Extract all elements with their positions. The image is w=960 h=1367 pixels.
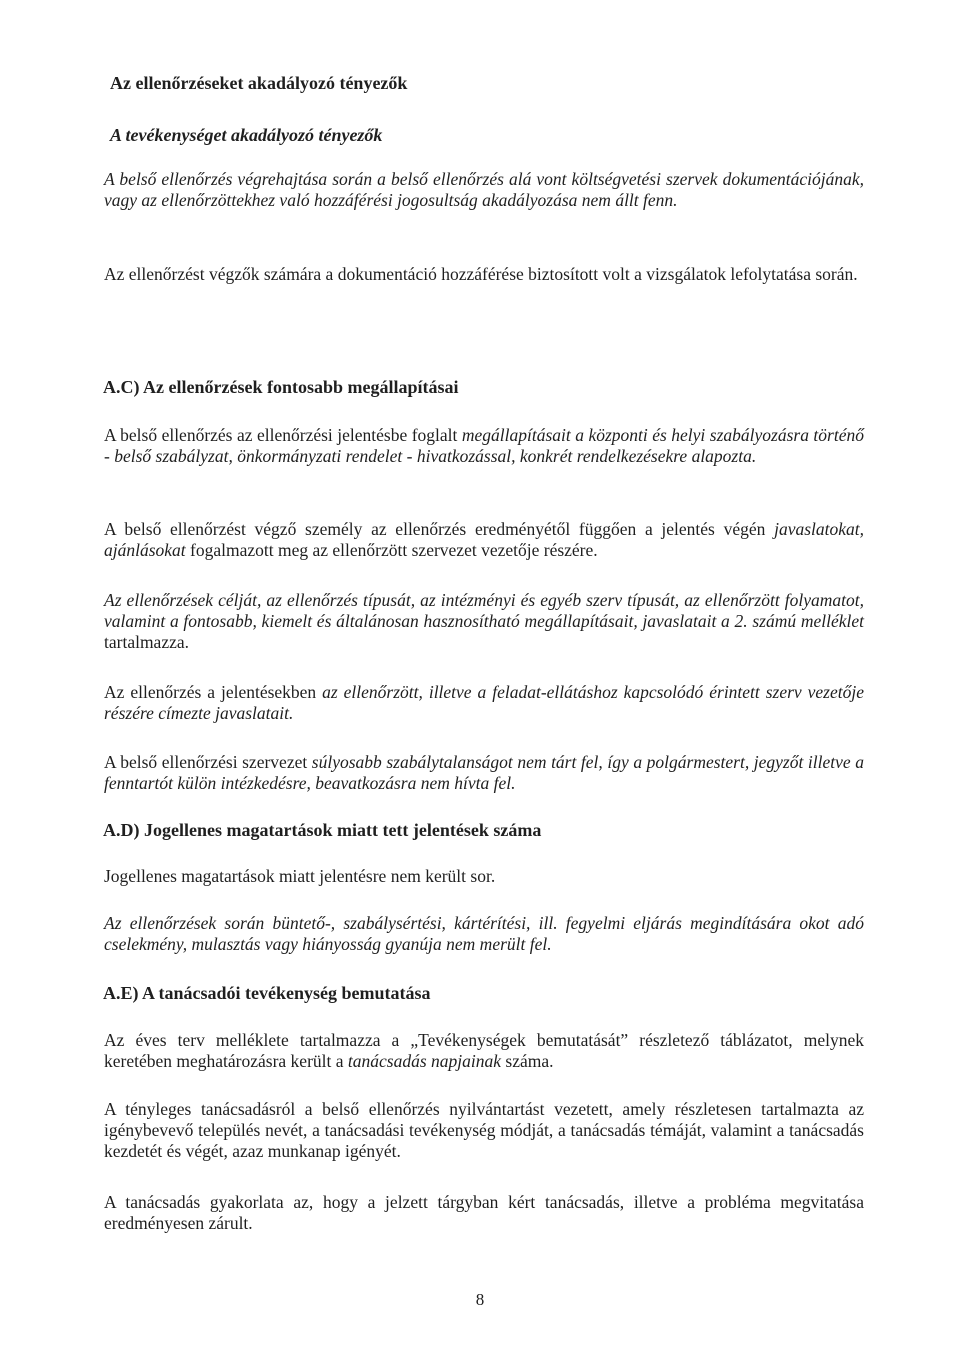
text-segment: fogalmazott meg az ellenőrzött szervezet vezetője részére.	[185, 540, 598, 560]
paragraph-advisory-records: A tényleges tanácsadásról a belső ellenőrzés nyilvántartást vezetett, amely részletesen tartalmazta az igénybevevő település nevét, a tanácsadási tevékenység módját, a tanácsadás témáját, valamint a tanácsadás kezdetét és végét, azaz munkanap igényét.	[104, 1099, 864, 1161]
paragraph-access: A belső ellenőrzés végrehajtása során a belső ellenőrzés alá vont költségvetési szervek dokumentációjának, vagy az ellenőrzöttekhez való hozzáférési jogosultság akadályozása nem állt fenn.	[104, 169, 864, 210]
paragraph-documentation: Az ellenőrzést végzők számára a dokumentáció hozzáférése biztosított volt a vizsgálatok lefolytatása során.	[104, 264, 858, 284]
paragraph-no-reports: Jogellenes magatartások miatt jelentésre nem került sor.	[104, 866, 496, 886]
section-heading-advisory: A.E) A tanácsadói tevékenység bemutatása	[103, 983, 431, 1003]
sub-heading: A tevékenységet akadályozó tényezők	[110, 125, 383, 145]
text-segment-italic: tanácsadás napjainak	[347, 1051, 502, 1071]
text-segment: A belső ellenőrzési szervezet	[104, 752, 312, 772]
paragraph-addressed	[104, 682, 864, 724]
text-segment-italic: Az ellenőrzések célját, az ellenőrzés típusát, az intézményi és egyéb szerv típusát, az ellenőrzött folyamatot, valamint a fontosabb, kiemelt és általánosan hasznosítható megállapításait, javaslatait a 2. számú melléklet	[104, 590, 864, 631]
text-segment: száma.	[501, 1051, 554, 1071]
section-heading-findings: A.C) Az ellenőrzések fontosabb megállapításai	[103, 377, 459, 397]
text-segment-italic: javaslatokat, ajánlásokat	[104, 519, 864, 560]
text-segment: A belső ellenőrzést végző személy az ellenőrzés eredményétől függően a jelentés végén	[104, 519, 775, 539]
paragraph-recommendations	[104, 519, 864, 561]
paragraph-advisory-practice: A tanácsadás gyakorlata az, hogy a jelzett tárgyban kért tanácsadás, illetve a probléma megvitatása eredményesen zárult.	[104, 1192, 864, 1233]
section-heading-reports: A.D) Jogellenes magatartások miatt tett jelentések száma	[103, 820, 542, 840]
main-heading: Az ellenőrzéseket akadályozó tényezők	[110, 73, 408, 93]
text-segment: Az éves terv melléklete tartalmazza a „Tevékenységek bemutatását” részletező táblázatot, melynek keretében meghatározásra került a	[104, 1030, 864, 1071]
paragraph-annual-plan	[104, 1030, 864, 1072]
paragraph-irregularities	[104, 752, 864, 794]
page-number: 8	[475, 1290, 485, 1309]
text-segment: Az ellenőrzés a jelentésekben	[104, 682, 323, 702]
text-segment-italic: megállapításait a központi és helyi szabályozásra történő - belső szabályzat, önkormányzati rendelet - hivatkozással, konkrét rendelkezésekre alapozta.	[104, 425, 864, 466]
text-segment: tartalmazza.	[104, 632, 190, 652]
paragraph-proceedings: Az ellenőrzések során büntető-, szabálysértési, kártérítési, ill. fegyelmi eljárás megindítására okot adó cselekmény, mulasztás vagy hiányosság gyanúja nem merült fel.	[104, 913, 864, 954]
paragraph-findings-basis	[104, 425, 864, 467]
text-segment-italic: súlyosabb szabálytalanságot nem tárt fel, így a polgármestert, jegyzőt illetve a fenntartót külön intézkedésre, beavatkozásra nem hívta fel.	[104, 752, 864, 793]
paragraph-appendix	[104, 590, 864, 653]
text-segment: A belső ellenőrzés az ellenőrzési jelentésbe foglalt	[104, 425, 462, 445]
text-segment-italic: az ellenőrzött, illetve a feladat-ellátáshoz kapcsolódó érintett szerv vezetője részére címezte javaslatait.	[104, 682, 864, 723]
